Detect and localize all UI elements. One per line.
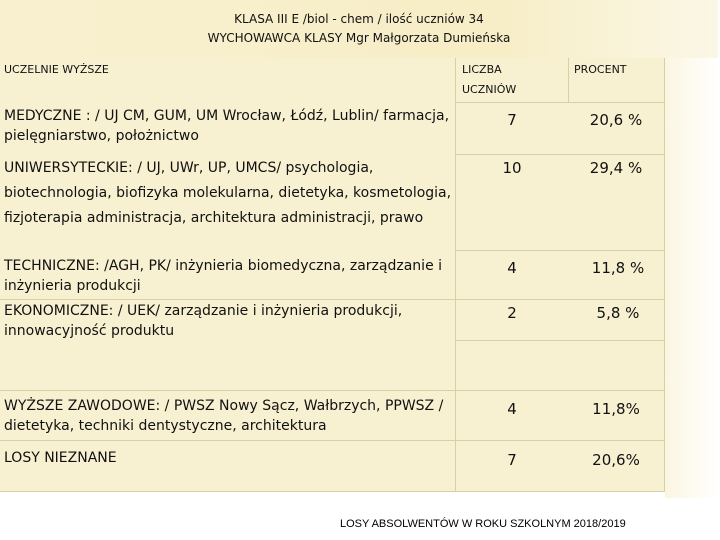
right-fade [665,58,720,498]
row-label: TECHNICZNE: /AGH, PK/ inżynieria biomedyczna, zarządzanie i inżynieria produkcji [4,258,443,294]
column-divider [455,58,456,492]
header-percent: PROCENT [574,63,627,76]
row-divider [0,299,665,300]
row-count: 10 [502,159,522,177]
row-percent: 29,4 % [589,159,643,177]
title-class-info: KLASA III E /biol - chem / ilość uczniów 34 [234,12,484,26]
row-percent: 5,8 % [596,304,640,322]
row-label: EKONOMICZNE: / UEK/ zarządzanie i inżynieria produkcji, innowacyjność produktu [4,303,403,339]
row-divider [455,250,665,251]
row-percent: 11,8% [592,400,640,418]
row-divider [0,440,665,441]
row-count: 2 [507,304,517,322]
title-teacher: WYCHOWAWCA KLASY Mgr Małgorzata Dumieńska [207,31,511,45]
row-divider [0,390,665,391]
row-percent: 20,6% [592,451,640,469]
row-label: MEDYCZNE : / UJ CM, GUM, UM Wrocław, Łódź, Lublin/ farmacja, pielęgniarstwo, położnictwo [4,108,450,144]
row-label: WYŻSZE ZAWODOWE: / PWSZ Nowy Sącz, Wałbrzych, PPWSZ / dietetyka, techniki dentystyczne, architektura [4,398,444,434]
footer-caption: LOSY ABSOLWENTÓW W ROKU SZKOLNYM 2018/2019 [340,518,626,530]
row-count: 7 [507,111,517,129]
row-label: LOSY NIEZNANE [4,450,117,466]
row-divider [0,491,665,492]
row-divider [455,340,665,341]
row-count: 7 [507,451,517,469]
row-divider [455,154,665,155]
column-divider [568,58,569,102]
row-divider [455,102,665,103]
row-label: UNIWERSYTECKIE: / UJ, UWr, UP, UMCS/ psychologia, biotechnologia, biofizyka molekularna, dietetyka, kosmetologia, fizjoterapia administracja, architektura administracji, prawo [4,160,452,226]
row-count: 4 [507,259,517,277]
row-percent: 11,8 % [591,259,645,277]
header-count: LICZBA UCZNIÓW [462,63,517,96]
title-box [0,0,718,59]
header-category: UCZELNIE WYŻSZE [4,63,109,76]
row-percent: 20,6 % [589,111,643,129]
row-count: 4 [507,400,517,418]
